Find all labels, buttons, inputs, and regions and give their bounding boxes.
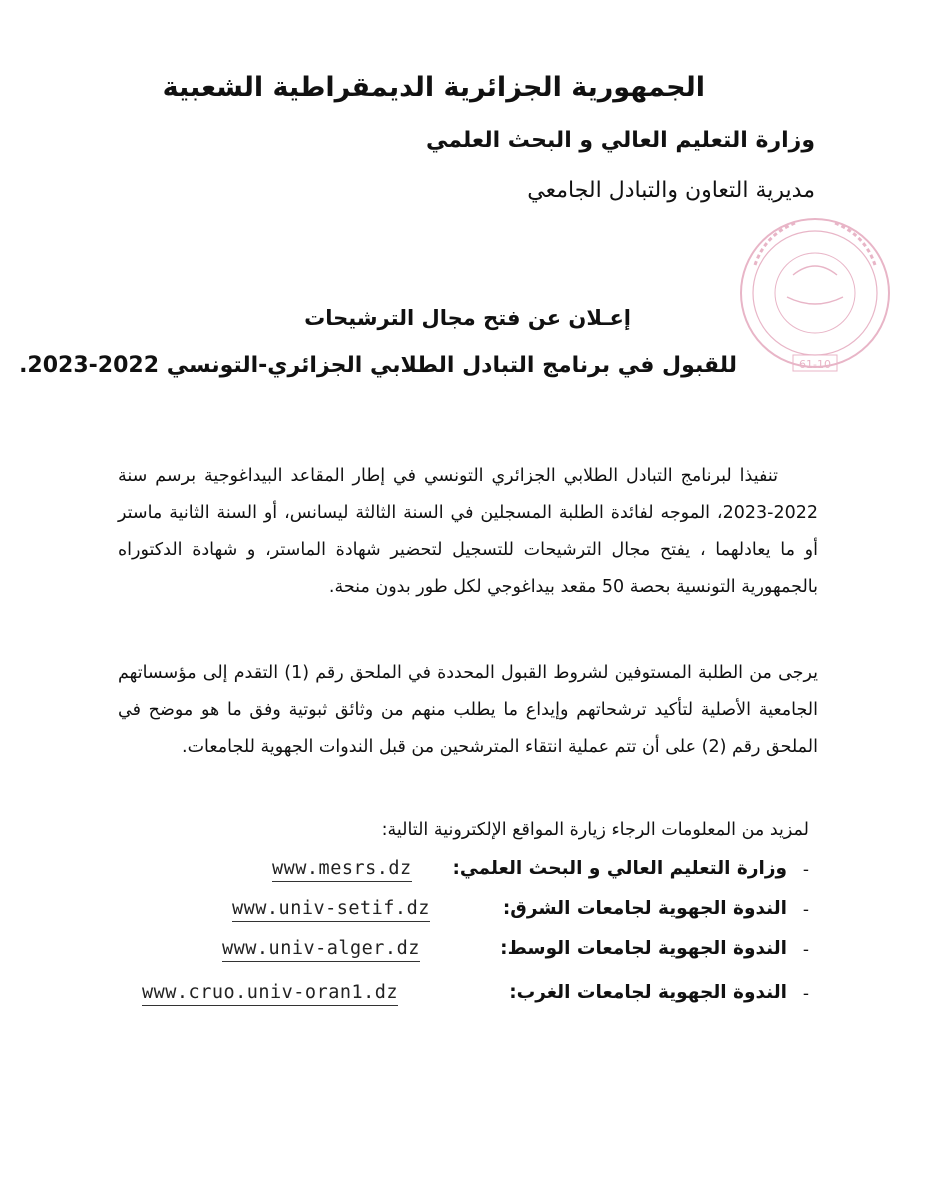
list-dash: -	[802, 860, 809, 880]
website-link[interactable]: www.cruo.univ-oran1.dz	[142, 982, 398, 1006]
website-label: الندوة الجهوية لجامعات الوسط:	[500, 938, 787, 959]
website-label: وزارة التعليم العالي و البحث العلمي:	[452, 858, 787, 879]
official-stamp	[735, 205, 895, 380]
directorate-heading: مديرية التعاون والتبادل الجامعي	[527, 178, 815, 203]
stamp-date: 61-10	[799, 358, 831, 371]
list-dash: -	[802, 984, 809, 1004]
list-dash: -	[802, 900, 809, 920]
announcement-title-line1: إعـلان عن فتح مجال الترشيحات	[304, 306, 631, 330]
website-link[interactable]: www.mesrs.dz	[272, 858, 412, 882]
website-link[interactable]: www.univ-setif.dz	[232, 898, 430, 922]
more-info-intro: لمزيد من المعلومات الرجاء زيارة المواقع الإلكترونية التالية:	[381, 820, 809, 840]
website-row-center	[0, 938, 927, 972]
republic-heading: الجمهورية الجزائرية الديمقراطية الشعبية	[162, 72, 705, 103]
body-paragraph-1: تنفيذا لبرنامج التبادل الطلابي الجزائري التونسي في إطار المقاعد البيداغوجية برسم سنة 2022-2023، الموجه لفائدة الطلبة المسجلين في السنة الثالثة ليسانس، أو السنة الثانية ماستر أو ما يعادلهما ، يفتح مجال الترشيحات للتسجيل لتحضير شهادة الماستر، و شهادة الدكتوراه بالجمهورية التونسية بحصة 50 مقعد بيداغوجي لكل طور بدون منحة.	[118, 466, 818, 597]
website-row-east	[0, 898, 927, 932]
list-dash: -	[802, 940, 809, 960]
website-row-ministry	[0, 858, 927, 892]
body-paragraph-2: يرجى من الطلبة المستوفين لشروط القبول المحددة في الملحق رقم (1) التقدم إلى مؤسساتهم الجامعية الأصلية لتأكيد ترشحاتهم وإيداع ما يطلب منهم من وثائق ثبوتية وفق ما هو موضح في الملحق رقم (2) على أن تتم عملية انتقاء المترشحين من قبل الندوات الجهوية للجامعات.	[118, 663, 818, 757]
website-link[interactable]: www.univ-alger.dz	[222, 938, 420, 962]
website-label: الندوة الجهوية لجامعات الشرق:	[502, 898, 787, 919]
website-label: الندوة الجهوية لجامعات الغرب:	[509, 982, 787, 1003]
ministry-heading: وزارة التعليم العالي و البحث العلمي	[425, 128, 815, 153]
announcement-title-line2: للقبول في برنامج التبادل الطلابي الجزائري-التونسي 2022-2023.	[19, 353, 737, 378]
website-row-west	[0, 982, 927, 1016]
